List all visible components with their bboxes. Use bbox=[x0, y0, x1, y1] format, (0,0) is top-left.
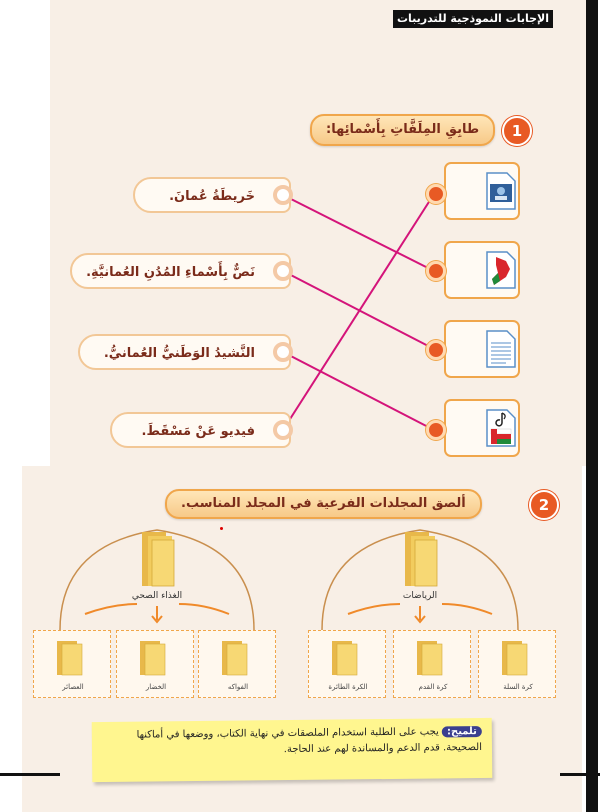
question-2-title: ألصق المجلدات الفرعية في المجلد المناسب. bbox=[165, 489, 482, 519]
folder-label-sports: الرياضات bbox=[402, 591, 438, 601]
folder-icon bbox=[501, 639, 529, 677]
folder-icon bbox=[403, 528, 439, 588]
drop-slot[interactable] bbox=[33, 630, 111, 698]
file-connector-dot[interactable] bbox=[426, 184, 446, 204]
stray-mark bbox=[220, 527, 223, 530]
page-edge-bar bbox=[586, 0, 598, 812]
label-connector-dot[interactable] bbox=[273, 342, 293, 362]
label-muscat-video: فيديو عَنْ مَسْقَطَ. bbox=[110, 412, 291, 448]
file-box-text bbox=[444, 320, 520, 378]
drop-slot[interactable] bbox=[116, 630, 194, 698]
file-connector-dot[interactable] bbox=[426, 420, 446, 440]
page-header-title: الإجابات النموذجية للتدريبات bbox=[393, 10, 553, 28]
file-box-video bbox=[444, 162, 520, 220]
question-1-number: 1 bbox=[502, 116, 532, 146]
sub-folder-label: الخضار bbox=[145, 683, 167, 691]
label-oman-map: خَريطَةُ عُمانَ. bbox=[133, 177, 291, 213]
page-background bbox=[50, 0, 586, 466]
label-connector-dot[interactable] bbox=[273, 420, 293, 440]
sub-folder-label: العصائر bbox=[62, 683, 84, 691]
folder-icon bbox=[416, 639, 444, 677]
hint-text: يجب على الطلبة استخدام الملصقات في نهاية الكتاب، ووضعها في أماكنها الصحيحة. قدم الدعم والمساندة لهم عند الحاجة. bbox=[136, 726, 483, 756]
folder-icon bbox=[140, 528, 176, 588]
label-city-names-text: نَصٌّ بِأَسْماءِ المُدُنِ العُمانيَّةِ. bbox=[70, 253, 291, 289]
file-box-audio bbox=[444, 399, 520, 457]
folder-icon bbox=[56, 639, 84, 677]
hint-tag: تلميح: bbox=[442, 726, 482, 737]
folder-icon bbox=[331, 639, 359, 677]
sub-folder-label: الكرة الطائرة bbox=[328, 683, 368, 691]
question-2-number: 2 bbox=[529, 490, 559, 520]
file-box-map bbox=[444, 241, 520, 299]
folder-icon bbox=[221, 639, 249, 677]
folder-label-healthy-food: الغذاء الصحي bbox=[131, 591, 183, 601]
question-1-title: طابِقِ المِلَفَّاتِ بِأَسْمائِها: bbox=[310, 114, 495, 146]
drop-slot[interactable] bbox=[393, 630, 471, 698]
label-national-anthem: النَّشيدُ الوَطَنيُّ العُمانيُّ. bbox=[78, 334, 291, 370]
drop-slot[interactable] bbox=[308, 630, 386, 698]
sub-folder-label: الفواكه bbox=[227, 683, 249, 691]
label-connector-dot[interactable] bbox=[273, 185, 293, 205]
video-file-icon bbox=[486, 172, 516, 210]
file-connector-dot[interactable] bbox=[426, 261, 446, 281]
hint-note bbox=[92, 718, 493, 782]
map-file-icon bbox=[486, 251, 516, 289]
sub-folder-label: كرة السلة bbox=[503, 683, 533, 691]
drop-slot[interactable] bbox=[198, 630, 276, 698]
label-connector-dot[interactable] bbox=[273, 261, 293, 281]
sub-folder-label: كرة القدم bbox=[418, 683, 448, 691]
file-connector-dot[interactable] bbox=[426, 340, 446, 360]
footer-rule-left bbox=[0, 773, 60, 776]
footer-rule-right bbox=[560, 773, 600, 776]
text-file-icon bbox=[486, 330, 516, 368]
drop-slot[interactable] bbox=[478, 630, 556, 698]
audio-file-icon bbox=[486, 409, 516, 447]
folder-icon bbox=[139, 639, 167, 677]
